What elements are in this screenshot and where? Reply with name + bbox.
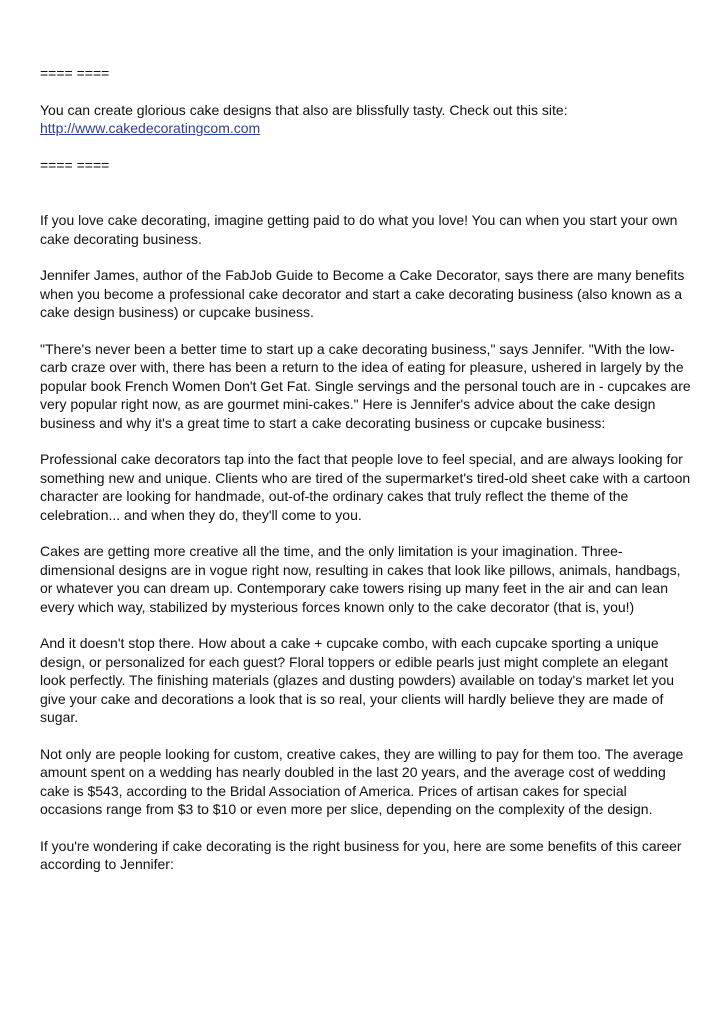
body-paragraph-4: Professional cake decorators tap into the fact that people love to feel special, and are always looking for something new and unique. Clients who are tired of the supermarket's tired-old sheet cake with a cartoon character are looking for handmade, out-of-the ordinary cakes that truly reflect the theme of the celebration... and when they do, they'll come to you. — [40, 451, 691, 523]
body-paragraph-3: "There's never been a better time to start up a cake decorating business," says Jennifer. "With the low-carb craze over with, there has been a return to the idea of eating for pleasure, ushered in largely by the popular book French Women Don't Get Fat. Single servings and the personal touch are in - cupcakes are very popular right now, as are gourmet mini-cakes." Here is Jennifer's advice about the cake design business and why it's a great time to start a cake decorating business or cupcake business: — [40, 340, 691, 431]
body-paragraph-1: If you love cake decorating, imagine getting paid to do what you love! You can when you start your own cake decorating business. — [40, 212, 678, 247]
separator-top: ==== ==== — [40, 65, 110, 81]
document-page — [40, 64, 692, 874]
body-paragraph-7: Not only are people looking for custom, creative cakes, they are willing to pay for them too. The average amount spent on a wedding has nearly doubled in the last 20 years, and the average cost of wedding cake is $543, according to the Bridal Association of America. Prices of artisan cakes for special occasions range from $3 to $10 or even more per slice, depending on the complexity of the design. — [40, 745, 684, 817]
body-paragraph-6: And it doesn't stop there. How about a cake + cupcake combo, with each cupcake sporting a unique design, or personalized for each guest? Floral toppers or edible pearls just might complete an elegant look perfectly. The finishing materials (glazes and dusting powders) available on today's market let you give your cake and decorations a look that is so real, your clients will hardly believe they are made of sugar. — [40, 635, 675, 725]
intro-text: You can create glorious cake designs that also are blissfully tasty. Check out this site: — [40, 101, 568, 118]
intro-paragraph — [40, 101, 692, 138]
body-paragraph-5: Cakes are getting more creative all the time, and the only limitation is your imagination. Three-dimensional designs are in vogue right now, resulting in cakes that look like pillows, animals, handbags, or whatever you can dream up. Contemporary cake towers rising up many feet in the air and can lean every which way, stabilized by mysterious forces known only to the cake decorator (that is, you!) — [40, 543, 681, 615]
body-paragraph-8: If you're wondering if cake decorating is the right business for you, here are some benefits of this career according to Jennifer: — [40, 837, 682, 872]
site-link[interactable]: http://www.cakedecoratingcom.com — [40, 120, 261, 136]
body-paragraph-2: Jennifer James, author of the FabJob Guide to Become a Cake Decorator, says there are many benefits when you become a professional cake decorator and start a cake decorating business (also known as a cake design business) or cupcake business. — [40, 267, 685, 320]
separator-bottom: ==== ==== — [40, 156, 110, 173]
